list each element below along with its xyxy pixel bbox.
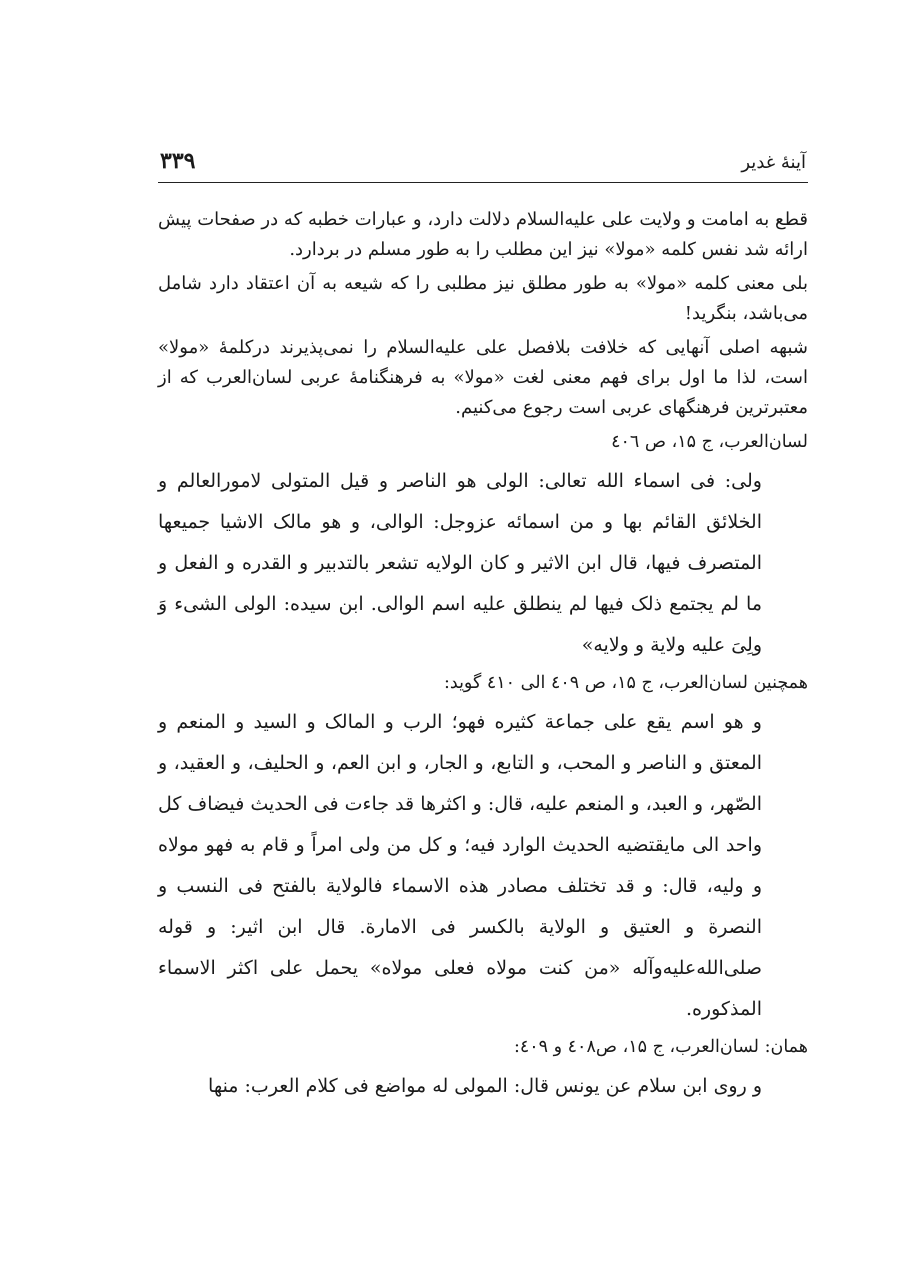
header-divider xyxy=(158,182,808,183)
arabic-quote: و روی ابن سلام عن یونس قال: المولی له مواضع فی کلام العرب: منها xyxy=(208,1075,762,1097)
source-citation: همچنین لسان‌العرب، ج ۱۵، ص ٤٠٩ الی ٤١٠ گوید: xyxy=(443,673,808,693)
book-page xyxy=(158,0,808,1282)
paragraph: شبهه اصلی آنهایی که خلافت بلافصل علی علیه‌السلام را نمی‌پذیرند درکلمهٔ «مولا» است، لذا ما اول برای فهم معنی لغت «مولا» به فرهنگنامهٔ عربی لسان‌العرب که از معتبرترین فرهنگهای عربی است رجوع می‌کنیم. xyxy=(158,337,808,418)
page-body xyxy=(158,205,808,1109)
paragraph: قطع به امامت و ولایت علی علیه‌السلام دلالت دارد، و عبارات خطبه که در صفحات پیش ارائه شد نفس کلمه «مولا» نیز این مطلب را به طور مسلم در بردارد. xyxy=(158,209,808,260)
arabic-quote: ولی: فی اسماء الله تعالی: الولی هو الناصر و قیل المتولی لامورالعالم و الخلائق القائم بها و من اسمائه عزوجل: الوالی، و هو مالک الاشیا جمیعها المتصرف فیها، قال ابن الاثیر و کان الولایه تشعر بالتدبیر و القدره و الفعل و ما لم یجتمع ذلک فیها لم ینطلق علیه اسم الوالی. ابن سیده: الولی الشیء وَ ولِیَ علیه ولایة و ولایه» xyxy=(158,470,762,656)
book-title: آینهٔ غدیر xyxy=(741,152,806,173)
running-header xyxy=(158,148,808,180)
source-citation: لسان‌العرب، ج ۱۵، ص ٤٠٦ xyxy=(611,432,808,452)
paragraph: بلی معنی کلمه «مولا» به طور مطلق نیز مطلبی را که شیعه به آن اعتقاد دارد شامل می‌باشد، بنگرید! xyxy=(158,273,808,324)
arabic-quote: و هو اسم یقع علی جماعة کثیره فهو؛ الرب و المالک و السید و المنعم و المعتق و الناصر و المحب، و التابع، و الجار، و ابن العم، و الحلیف، و العقید، و الصّهر، و العبد، و المنعم علیه، قال: و اکثرها قد جاءت فی الحدیث فیضاف کل واحد الی مایقتضیه الحدیث الوارد فیه؛ و کل من ولی امراً و قام به فهو مولاه و ولیه، قال: و قد تختلف مصادر هذه الاسماء فالولایة بالفتح فی النسب و النصرة و العتیق و الولایة بالکسر فی الامارة. قال ابن اثیر: و قوله صلی‌الله‌علیه‌وآله «من کنت مولاه فعلی مولاه» یحمل علی اکثر الاسماء المذکوره. xyxy=(158,711,763,1020)
page-number: ۳۳۹ xyxy=(160,148,196,174)
source-citation: همان: لسان‌العرب، ج ۱۵، ص٤٠٨ و ٤٠٩: xyxy=(513,1037,808,1057)
